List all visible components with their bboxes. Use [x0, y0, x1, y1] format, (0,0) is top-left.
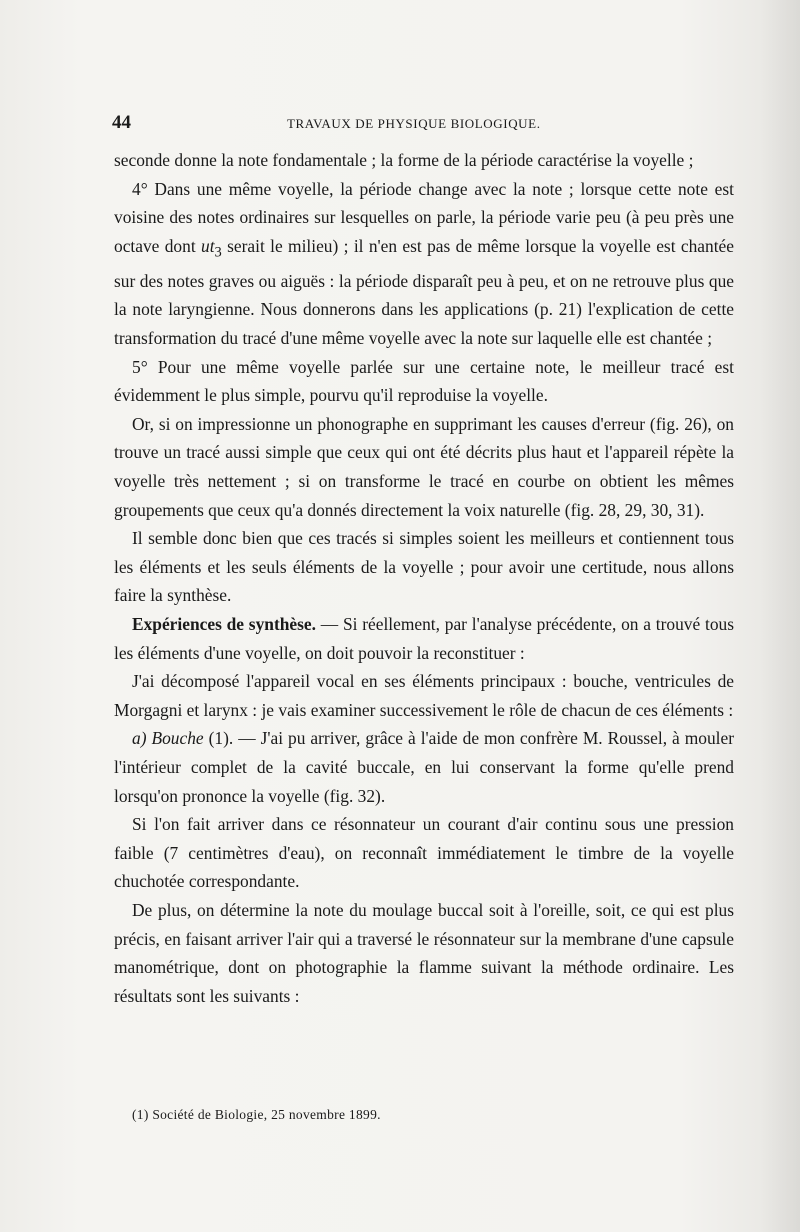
- page-edge-shadow: [760, 0, 800, 1232]
- paragraph-2-rest: serait le milieu) ; il n'en est pas de même lorsque la voyelle est chantée sur des notes graves ou aiguës : la période disparaît peu à peu, et on ne retrouve plus que la note laryngienne. Nous donnerons dans les applications (p. 21) l'explication de cette transformation du tracé d'une même voyelle avec la note sur laquelle elle est chantée ;: [114, 235, 734, 349]
- paragraph-10: De plus, on détermine la note du moulage buccal soit à l'oreille, soit, ce qui est plus précis, en faisant arriver l'air qui a traversé le résonnateur sur la membrane d'une capsule manométrique, dont on photographie la flamme suivant la méthode ordinaire. Les résultats sont les suivants :: [114, 899, 734, 1006]
- paragraph-4: Or, si on impressionne un phonographe en supprimant les causes d'erreur (fig. 26), on trouve un tracé aussi simple que ceux qui ont été décrits plus haut et l'appareil répète la voyelle très nettement ; si on transforme le tracé en courbe on obtient les mêmes groupements que ceux qu'a donnés directement la voix naturelle (fig. 28, 29, 30, 31).: [114, 413, 734, 520]
- section-heading: Expériences de synthèse.: [132, 613, 316, 634]
- running-title: TRAVAUX DE PHYSIQUE BIOLOGIQUE.: [287, 116, 541, 131]
- subsection-label: a) Bouche: [132, 728, 204, 749]
- paragraph-2-subscript: 3: [214, 244, 222, 261]
- paragraph-6-text: — Si réellement, par l'analyse précédente, on a trouvé tous les éléments d'une voyelle, on doit pouvoir la reconstituer :: [114, 613, 734, 663]
- page-number: 44: [112, 112, 131, 133]
- footnote: (1) Société de Biologie, 25 novembre 1899.: [132, 1107, 381, 1122]
- paragraph-9: Si l'on fait arriver dans ce résonnateur un courant d'air continu sous une pression faible (7 centimètres d'eau), on reconnaît immédiatement le timbre de la voyelle chuchotée correspondante.: [114, 814, 734, 892]
- paragraph-8-text: (1). — J'ai pu arriver, grâce à l'aide de mon confrère M. Roussel, à mouler l'intérieur complet de la cavité buccale, en lui conservant la forme qu'elle prend lorsqu'on prononce la voyelle (fig. 32).: [114, 728, 734, 806]
- paragraph-2: [114, 175, 734, 353]
- paragraph-8: [114, 724, 734, 810]
- paragraph-1: seconde donne la note fondamentale ; la forme de la période caractérise la voyelle ;: [114, 150, 694, 170]
- paragraph-2-text: 4° Dans une même voyelle, la période change avec la note ; lorsque cette note est voisine des notes ordinaires sur lesquelles on parle, la période varie peu (à peu près une octave dont: [114, 178, 734, 256]
- body-text: [114, 146, 734, 1010]
- paragraph-2-note: ut: [201, 235, 215, 256]
- paragraph-6: [114, 610, 734, 667]
- paragraph-3: 5° Pour une même voyelle parlée sur une certaine note, le meilleur tracé est évidemment le plus simple, pourvu qu'il reproduise la voyelle.: [114, 356, 734, 406]
- page-header: [112, 112, 752, 136]
- paragraph-7: J'ai décomposé l'appareil vocal en ses éléments principaux : bouche, ventricules de Morgagni et larynx : je vais examiner successivement le rôle de chacun de ces éléments :: [114, 671, 734, 720]
- paragraph-5: Il semble donc bien que ces tracés si simples soient les meilleurs et contiennent tous les éléments et les seuls éléments de la voyelle ; pour avoir une certitude, nous allons faire la synthèse.: [114, 528, 734, 606]
